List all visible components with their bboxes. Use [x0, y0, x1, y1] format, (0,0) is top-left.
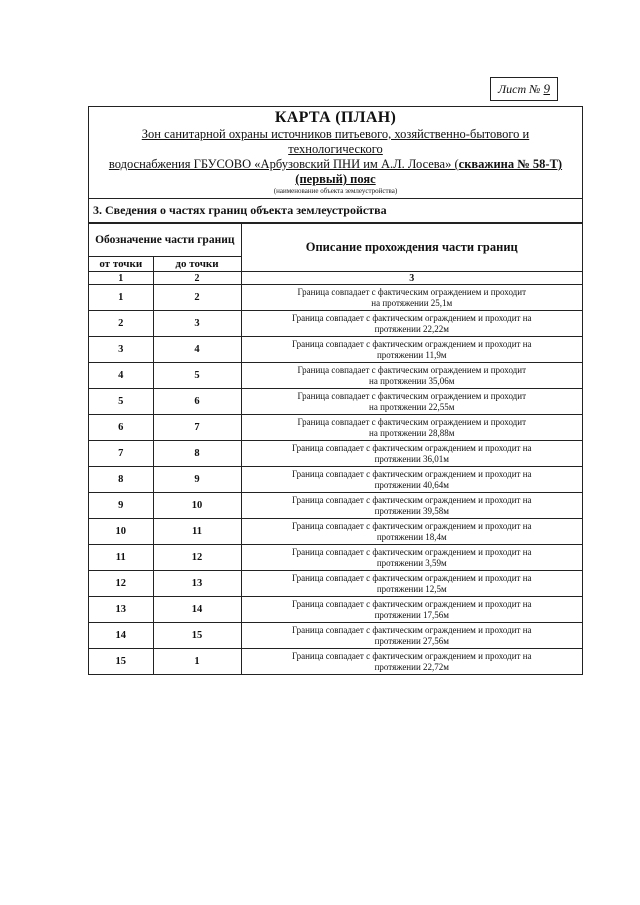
table-row: [89, 363, 582, 389]
description-length: протяжении 27,56м: [374, 635, 449, 646]
table-row: [89, 415, 582, 441]
boundary-description: [241, 493, 582, 519]
from-point: 1: [89, 285, 153, 311]
description-length: на протяжении 28,88м: [369, 427, 455, 438]
boundary-description: [241, 285, 582, 311]
from-point: 7: [89, 441, 153, 467]
table-row: [89, 337, 582, 363]
from-point: 8: [89, 467, 153, 493]
to-point: 4: [153, 337, 241, 363]
to-point: 14: [153, 597, 241, 623]
from-point: 14: [89, 623, 153, 649]
from-point: 12: [89, 571, 153, 597]
table-row: [89, 649, 582, 675]
to-point: 6: [153, 389, 241, 415]
boundary-description: [241, 389, 582, 415]
sheet-number-box: [490, 77, 558, 101]
from-point: 2: [89, 311, 153, 337]
boundary-description: [241, 441, 582, 467]
description-length: протяжении 12,5м: [376, 583, 447, 594]
table-row: [89, 389, 582, 415]
to-point: 11: [153, 519, 241, 545]
boundary-description: [241, 467, 582, 493]
to-point: 12: [153, 545, 241, 571]
to-point: 13: [153, 571, 241, 597]
document-frame: [88, 106, 583, 675]
description-text: Граница совпадает с фактическим ограждением и проходит на: [291, 573, 532, 583]
to-point: 15: [153, 623, 241, 649]
sheet-label: Лист №: [498, 81, 541, 96]
description-line-1: Зон санитарной охраны источников питьевого, хозяйственно-бытового и технологического: [141, 127, 530, 156]
object-caption: (наименование объекта землеустройства): [273, 187, 398, 195]
column-index-row: [89, 272, 582, 285]
description-text: Граница совпадает с фактическим ограждением и проходит на: [291, 547, 532, 557]
from-point: 13: [89, 597, 153, 623]
document-title: КАРТА (ПЛАН): [274, 109, 397, 126]
boundary-description: [241, 649, 582, 675]
boundary-table: [89, 223, 582, 674]
section-title: 3. Сведения о частях границ объекта землеустройства: [89, 199, 582, 223]
to-point: 5: [153, 363, 241, 389]
from-point: 9: [89, 493, 153, 519]
to-point: 2: [153, 285, 241, 311]
description-text: Граница совпадает с фактическим ограждением и проходит: [297, 365, 527, 375]
description-line-2b: скважина № 58-Т): [458, 157, 563, 171]
description-length: протяжении 3,59м: [376, 557, 447, 568]
table-row: [89, 597, 582, 623]
description-line-2a: водоснабжения ГБУСОВО «Арбузовский ПНИ им А.Л. Лосева» (: [108, 157, 459, 171]
description-text: Граница совпадает с фактическим ограждением и проходит: [297, 391, 527, 401]
description-text: Граница совпадает с фактическим ограждением и проходит на: [291, 443, 532, 453]
boundary-description: [241, 623, 582, 649]
table-row: [89, 285, 582, 311]
description-text: Граница совпадает с фактическим ограждением и проходит: [297, 287, 527, 297]
description-length: протяжении 22,72м: [374, 661, 449, 672]
table-row: [89, 545, 582, 571]
to-point-header: до точки: [153, 257, 241, 272]
column-index: 3: [241, 272, 582, 285]
boundary-description: [241, 519, 582, 545]
boundary-description: [241, 311, 582, 337]
column-index: 2: [153, 272, 241, 285]
boundary-description: [241, 571, 582, 597]
to-point: 1: [153, 649, 241, 675]
from-point-header: от точки: [89, 257, 153, 272]
from-point: 3: [89, 337, 153, 363]
boundary-description: [241, 337, 582, 363]
from-point: 15: [89, 649, 153, 675]
description-text: Граница совпадает с фактическим ограждением и проходит на: [291, 599, 532, 609]
boundary-description: [241, 415, 582, 441]
to-point: 9: [153, 467, 241, 493]
description-text: Граница совпадает с фактическим ограждением и проходит на: [291, 469, 532, 479]
to-point: 7: [153, 415, 241, 441]
description-text: Граница совпадает с фактическим ограждением и проходит на: [291, 339, 532, 349]
description-length: на протяжении 35,06м: [369, 375, 455, 386]
table-row: [89, 311, 582, 337]
from-point: 10: [89, 519, 153, 545]
description-text: Граница совпадает с фактическим ограждением и проходит на: [291, 651, 532, 661]
table-row: [89, 571, 582, 597]
table-row: [89, 441, 582, 467]
sheet-number: 9: [543, 81, 550, 96]
description-header: Описание прохождения части границ: [241, 224, 582, 272]
description-length: протяжении 18,4м: [376, 531, 447, 542]
description-length: на протяжении 25,1м: [371, 297, 453, 308]
description-length: протяжении 22,22м: [374, 323, 449, 334]
description-length: протяжении 17,56м: [374, 609, 449, 620]
description-length: протяжении 11,9м: [376, 349, 447, 360]
description-text: Граница совпадает с фактическим ограждением и проходит на: [291, 521, 532, 531]
boundary-description: [241, 597, 582, 623]
description-length: протяжении 39,58м: [374, 505, 449, 516]
column-index: 1: [89, 272, 153, 285]
description-length: протяжении 36,01м: [374, 453, 449, 464]
to-point: 8: [153, 441, 241, 467]
description-text: Граница совпадает с фактическим ограждением и проходит на: [291, 625, 532, 635]
boundary-description: [241, 545, 582, 571]
document-description: [95, 127, 576, 187]
from-point: 5: [89, 389, 153, 415]
table-row: [89, 623, 582, 649]
from-point: 6: [89, 415, 153, 441]
description-line-3: (первый) пояс: [295, 172, 376, 186]
from-point: 11: [89, 545, 153, 571]
table-row: [89, 467, 582, 493]
table-row: [89, 519, 582, 545]
description-text: Граница совпадает с фактическим ограждением и проходит на: [291, 495, 532, 505]
boundary-description: [241, 363, 582, 389]
description-length: протяжении 40,64м: [374, 479, 449, 490]
to-point: 3: [153, 311, 241, 337]
document-header: [89, 107, 582, 199]
description-text: Граница совпадает с фактическим ограждением и проходит: [297, 417, 527, 427]
from-point: 4: [89, 363, 153, 389]
description-length: на протяжении 22,55м: [369, 401, 455, 412]
group-header: Обозначение части границ: [89, 224, 241, 257]
description-text: Граница совпадает с фактическим ограждением и проходит на: [291, 313, 532, 323]
to-point: 10: [153, 493, 241, 519]
table-row: [89, 493, 582, 519]
